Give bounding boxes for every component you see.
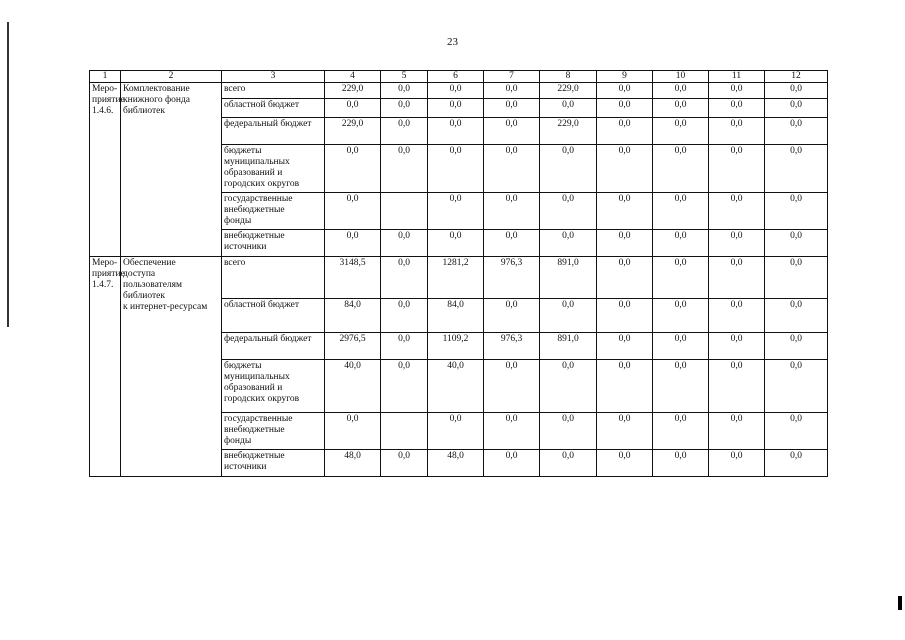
description-cell: Обеспечение доступа пользователям библиотек к интернет-ресурсам: [121, 257, 222, 477]
value-cell: 229,0: [325, 83, 381, 99]
value-cell: 0,0: [597, 230, 653, 257]
table-row: [90, 83, 828, 99]
value-cell: 0,0: [709, 257, 765, 299]
header-cell: 4: [325, 71, 381, 83]
value-cell: 0,0: [765, 99, 828, 118]
value-cell: 0,0: [484, 450, 540, 477]
value-cell: 0,0: [597, 193, 653, 230]
value-cell: 0,0: [484, 230, 540, 257]
value-cell: 0,0: [325, 193, 381, 230]
value-cell: 0,0: [709, 145, 765, 193]
value-cell: 0,0: [653, 193, 709, 230]
value-cell: 0,0: [765, 118, 828, 145]
value-cell: 0,0: [381, 360, 428, 413]
value-cell: 0,0: [765, 450, 828, 477]
left-margin-rule: [7, 22, 9, 327]
value-cell: 0,0: [484, 299, 540, 333]
value-cell: [381, 193, 428, 230]
value-cell: 0,0: [428, 145, 484, 193]
value-cell: 0,0: [597, 360, 653, 413]
value-cell: 0,0: [381, 450, 428, 477]
value-cell: [381, 413, 428, 450]
value-cell: 0,0: [765, 193, 828, 230]
value-cell: 0,0: [653, 83, 709, 99]
header-cell: 7: [484, 71, 540, 83]
value-cell: 0,0: [540, 145, 597, 193]
value-cell: 0,0: [428, 118, 484, 145]
value-cell: 0,0: [653, 333, 709, 360]
page-edge-mark: [898, 596, 902, 610]
value-cell: 229,0: [540, 118, 597, 145]
header-cell: 10: [653, 71, 709, 83]
value-cell: 3148,5: [325, 257, 381, 299]
value-cell: 229,0: [325, 118, 381, 145]
value-cell: 0,0: [709, 450, 765, 477]
table-body: [90, 83, 828, 477]
value-cell: 0,0: [540, 193, 597, 230]
header-cell: 8: [540, 71, 597, 83]
value-cell: 0,0: [325, 99, 381, 118]
table-row: [90, 257, 828, 299]
value-cell: 0,0: [484, 118, 540, 145]
value-cell: 0,0: [709, 118, 765, 145]
page-number: 23: [447, 36, 458, 48]
value-cell: 0,0: [428, 193, 484, 230]
value-cell: 0,0: [597, 299, 653, 333]
value-cell: 0,0: [597, 413, 653, 450]
value-cell: 0,0: [540, 413, 597, 450]
value-cell: 0,0: [325, 145, 381, 193]
value-cell: 0,0: [540, 450, 597, 477]
value-cell: 0,0: [484, 145, 540, 193]
value-cell: 1109,2: [428, 333, 484, 360]
header-cell: 5: [381, 71, 428, 83]
funding-source-cell: государственные внебюджетные фонды: [222, 193, 325, 230]
value-cell: 0,0: [653, 450, 709, 477]
value-cell: 0,0: [653, 299, 709, 333]
value-cell: 0,0: [381, 257, 428, 299]
description-cell: Комплектование книжного фонда библиотек: [121, 83, 222, 257]
funding-source-cell: всего: [222, 83, 325, 99]
value-cell: 891,0: [540, 333, 597, 360]
value-cell: 0,0: [484, 193, 540, 230]
funding-source-cell: областной бюджет: [222, 99, 325, 118]
value-cell: 0,0: [325, 230, 381, 257]
value-cell: 40,0: [428, 360, 484, 413]
value-cell: 0,0: [597, 450, 653, 477]
value-cell: 0,0: [428, 230, 484, 257]
value-cell: 40,0: [325, 360, 381, 413]
value-cell: 0,0: [597, 257, 653, 299]
value-cell: 48,0: [428, 450, 484, 477]
funding-source-cell: бюджеты муниципальных образований и городских округов: [222, 145, 325, 193]
value-cell: 0,0: [765, 257, 828, 299]
value-cell: 0,0: [597, 99, 653, 118]
header-cell: 11: [709, 71, 765, 83]
value-cell: 0,0: [653, 413, 709, 450]
value-cell: 1281,2: [428, 257, 484, 299]
value-cell: 0,0: [381, 83, 428, 99]
value-cell: 0,0: [484, 413, 540, 450]
funding-source-cell: государственные внебюджетные фонды: [222, 413, 325, 450]
value-cell: 0,0: [325, 413, 381, 450]
budget-table: [89, 70, 828, 477]
value-cell: 0,0: [484, 99, 540, 118]
value-cell: 0,0: [765, 230, 828, 257]
value-cell: 891,0: [540, 257, 597, 299]
value-cell: 0,0: [428, 413, 484, 450]
value-cell: 229,0: [540, 83, 597, 99]
measure-cell: Меро- приятие 1.4.6.: [90, 83, 121, 257]
value-cell: 0,0: [428, 99, 484, 118]
value-cell: 0,0: [765, 83, 828, 99]
value-cell: 0,0: [597, 118, 653, 145]
value-cell: 0,0: [709, 299, 765, 333]
value-cell: 0,0: [709, 413, 765, 450]
value-cell: 0,0: [653, 99, 709, 118]
value-cell: 0,0: [597, 83, 653, 99]
value-cell: 0,0: [709, 230, 765, 257]
value-cell: 0,0: [597, 333, 653, 360]
value-cell: 0,0: [381, 145, 428, 193]
value-cell: 0,0: [765, 333, 828, 360]
value-cell: 0,0: [709, 99, 765, 118]
table-header: [90, 71, 828, 83]
header-cell: 3: [222, 71, 325, 83]
value-cell: 0,0: [540, 360, 597, 413]
value-cell: 0,0: [381, 333, 428, 360]
value-cell: 976,3: [484, 333, 540, 360]
value-cell: 0,0: [381, 299, 428, 333]
value-cell: 84,0: [325, 299, 381, 333]
value-cell: 0,0: [484, 360, 540, 413]
value-cell: 0,0: [428, 83, 484, 99]
value-cell: 0,0: [709, 333, 765, 360]
value-cell: 0,0: [709, 83, 765, 99]
value-cell: 976,3: [484, 257, 540, 299]
header-cell: 12: [765, 71, 828, 83]
value-cell: 0,0: [597, 145, 653, 193]
value-cell: 0,0: [381, 230, 428, 257]
value-cell: 84,0: [428, 299, 484, 333]
value-cell: 0,0: [653, 360, 709, 413]
measure-cell: Меро- приятие 1.4.7.: [90, 257, 121, 477]
value-cell: 0,0: [653, 257, 709, 299]
value-cell: 0,0: [653, 145, 709, 193]
value-cell: 0,0: [653, 230, 709, 257]
funding-source-cell: федеральный бюджет: [222, 333, 325, 360]
value-cell: 0,0: [381, 118, 428, 145]
value-cell: 0,0: [381, 99, 428, 118]
value-cell: 0,0: [765, 299, 828, 333]
value-cell: 48,0: [325, 450, 381, 477]
value-cell: 0,0: [653, 118, 709, 145]
funding-source-cell: внебюджетные источники: [222, 230, 325, 257]
value-cell: 0,0: [484, 83, 540, 99]
funding-source-cell: бюджеты муниципальных образований и городских округов: [222, 360, 325, 413]
value-cell: 0,0: [709, 360, 765, 413]
value-cell: 2976,5: [325, 333, 381, 360]
header-cell: 9: [597, 71, 653, 83]
header-cell: 2: [121, 71, 222, 83]
header-row: [90, 71, 828, 83]
funding-source-cell: областной бюджет: [222, 299, 325, 333]
value-cell: 0,0: [765, 413, 828, 450]
header-cell: 1: [90, 71, 121, 83]
value-cell: 0,0: [709, 193, 765, 230]
value-cell: 0,0: [765, 360, 828, 413]
funding-source-cell: федеральный бюджет: [222, 118, 325, 145]
value-cell: 0,0: [540, 299, 597, 333]
value-cell: 0,0: [540, 99, 597, 118]
value-cell: 0,0: [765, 145, 828, 193]
funding-source-cell: всего: [222, 257, 325, 299]
header-cell: 6: [428, 71, 484, 83]
value-cell: 0,0: [540, 230, 597, 257]
funding-source-cell: внебюджетные источники: [222, 450, 325, 477]
